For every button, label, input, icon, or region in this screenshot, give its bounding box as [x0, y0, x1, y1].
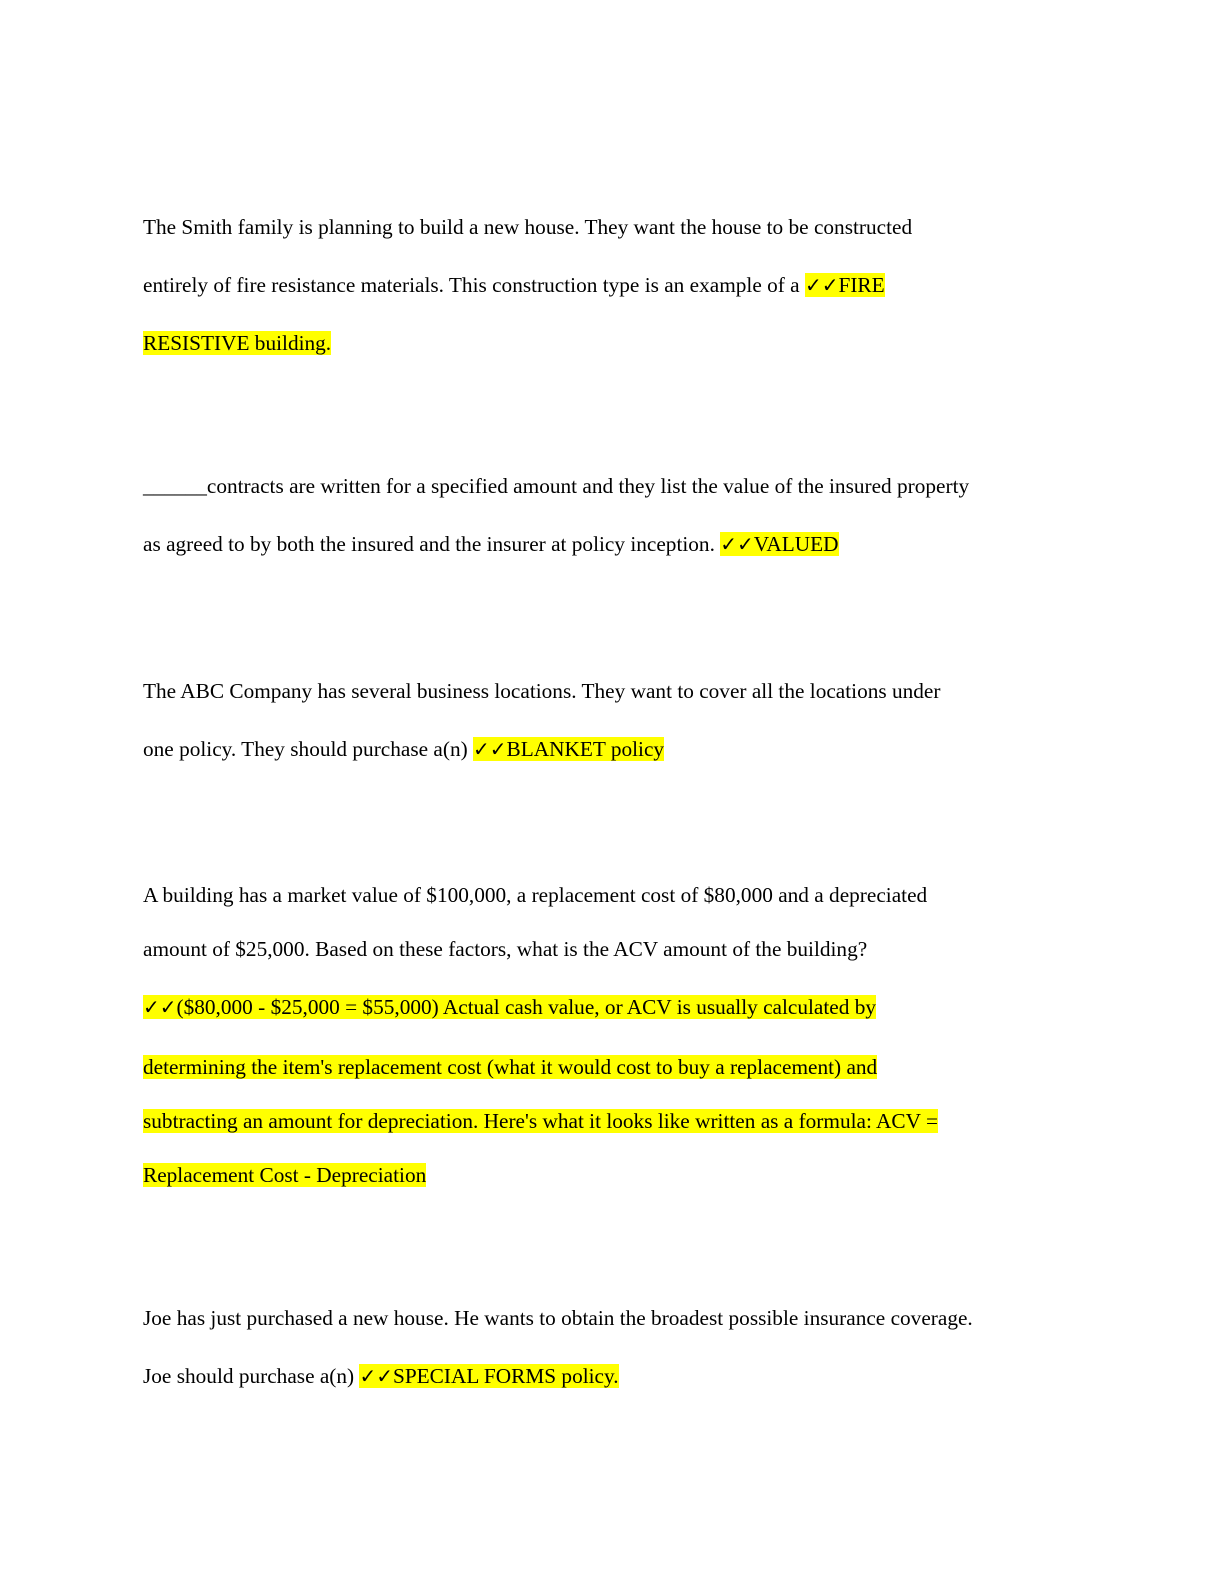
question-text-line: ______contracts are written for a specified amount and they list the value of the insured property [143, 474, 970, 498]
answer-highlight: subtracting an amount for depreciation. Here's what it looks like written as a formula: ACV = [143, 1109, 938, 1133]
check-mark-icon: ✓✓ [473, 737, 507, 761]
answer-text-line [143, 1146, 1078, 1204]
check-mark-icon: ✓✓ [804, 273, 839, 297]
answer-text: SPECIAL FORMS policy. [392, 1364, 619, 1388]
question-text: Joe should purchase a(n) [143, 1364, 360, 1388]
check-mark-icon: ✓✓ [720, 532, 754, 556]
question-text-line [143, 515, 1078, 573]
question-text: one policy. They should purchase a(n) [143, 737, 474, 761]
question-text-line: The Smith family is planning to build a new house. They want the house to be constructed [143, 215, 913, 239]
answer-highlight [359, 1364, 618, 1388]
answer-text: VALUED [753, 532, 839, 556]
question-text-line: The ABC Company has several business locations. They want to cover all the locations under [143, 679, 941, 703]
question-special-forms [143, 1289, 1078, 1405]
answer-text-line [143, 978, 1078, 1036]
answer-text: FIRE [838, 273, 885, 297]
answer-highlight: determining the item's replacement cost (what it would cost to buy a replacement) and [143, 1055, 878, 1079]
answer-highlight [143, 995, 876, 1019]
check-mark-icon: ✓✓ [143, 995, 177, 1019]
answer-highlight [805, 273, 885, 297]
answer-highlight [720, 532, 838, 556]
question-text-line: amount of $25,000. Based on these factors, what is the ACV amount of the building? [143, 937, 868, 961]
answer-text: BLANKET policy [506, 737, 665, 761]
question-text-line: A building has a market value of $100,000, a replacement cost of $80,000 and a depreciated [143, 883, 928, 907]
question-text: as agreed to by both the insured and the insurer at policy inception. [143, 532, 721, 556]
question-text-line [143, 1347, 1078, 1405]
answer-text: ($80,000 - $25,000 = $55,000) Actual cash value, or ACV is usually calculated by [176, 995, 877, 1019]
question-text-line [143, 256, 1078, 314]
question-fire-resistive [143, 198, 1078, 372]
question-valued-contracts [143, 457, 1078, 573]
answer-highlight: RESISTIVE building. [143, 331, 332, 355]
question-text-line [143, 720, 1078, 778]
answer-highlight [473, 737, 664, 761]
question-text: entirely of fire resistance materials. This construction type is an example of a [143, 273, 805, 297]
answer-text-line [143, 314, 1078, 372]
answer-text-line [143, 1092, 1078, 1150]
answer-text-line [143, 1038, 1078, 1096]
question-blanket-policy [143, 662, 1078, 778]
check-mark-icon: ✓✓ [359, 1364, 393, 1388]
question-acv-amount [143, 866, 1078, 1204]
answer-highlight: Replacement Cost - Depreciation [143, 1163, 427, 1187]
question-text-line: Joe has just purchased a new house. He wants to obtain the broadest possible insurance coverage. [143, 1306, 973, 1330]
